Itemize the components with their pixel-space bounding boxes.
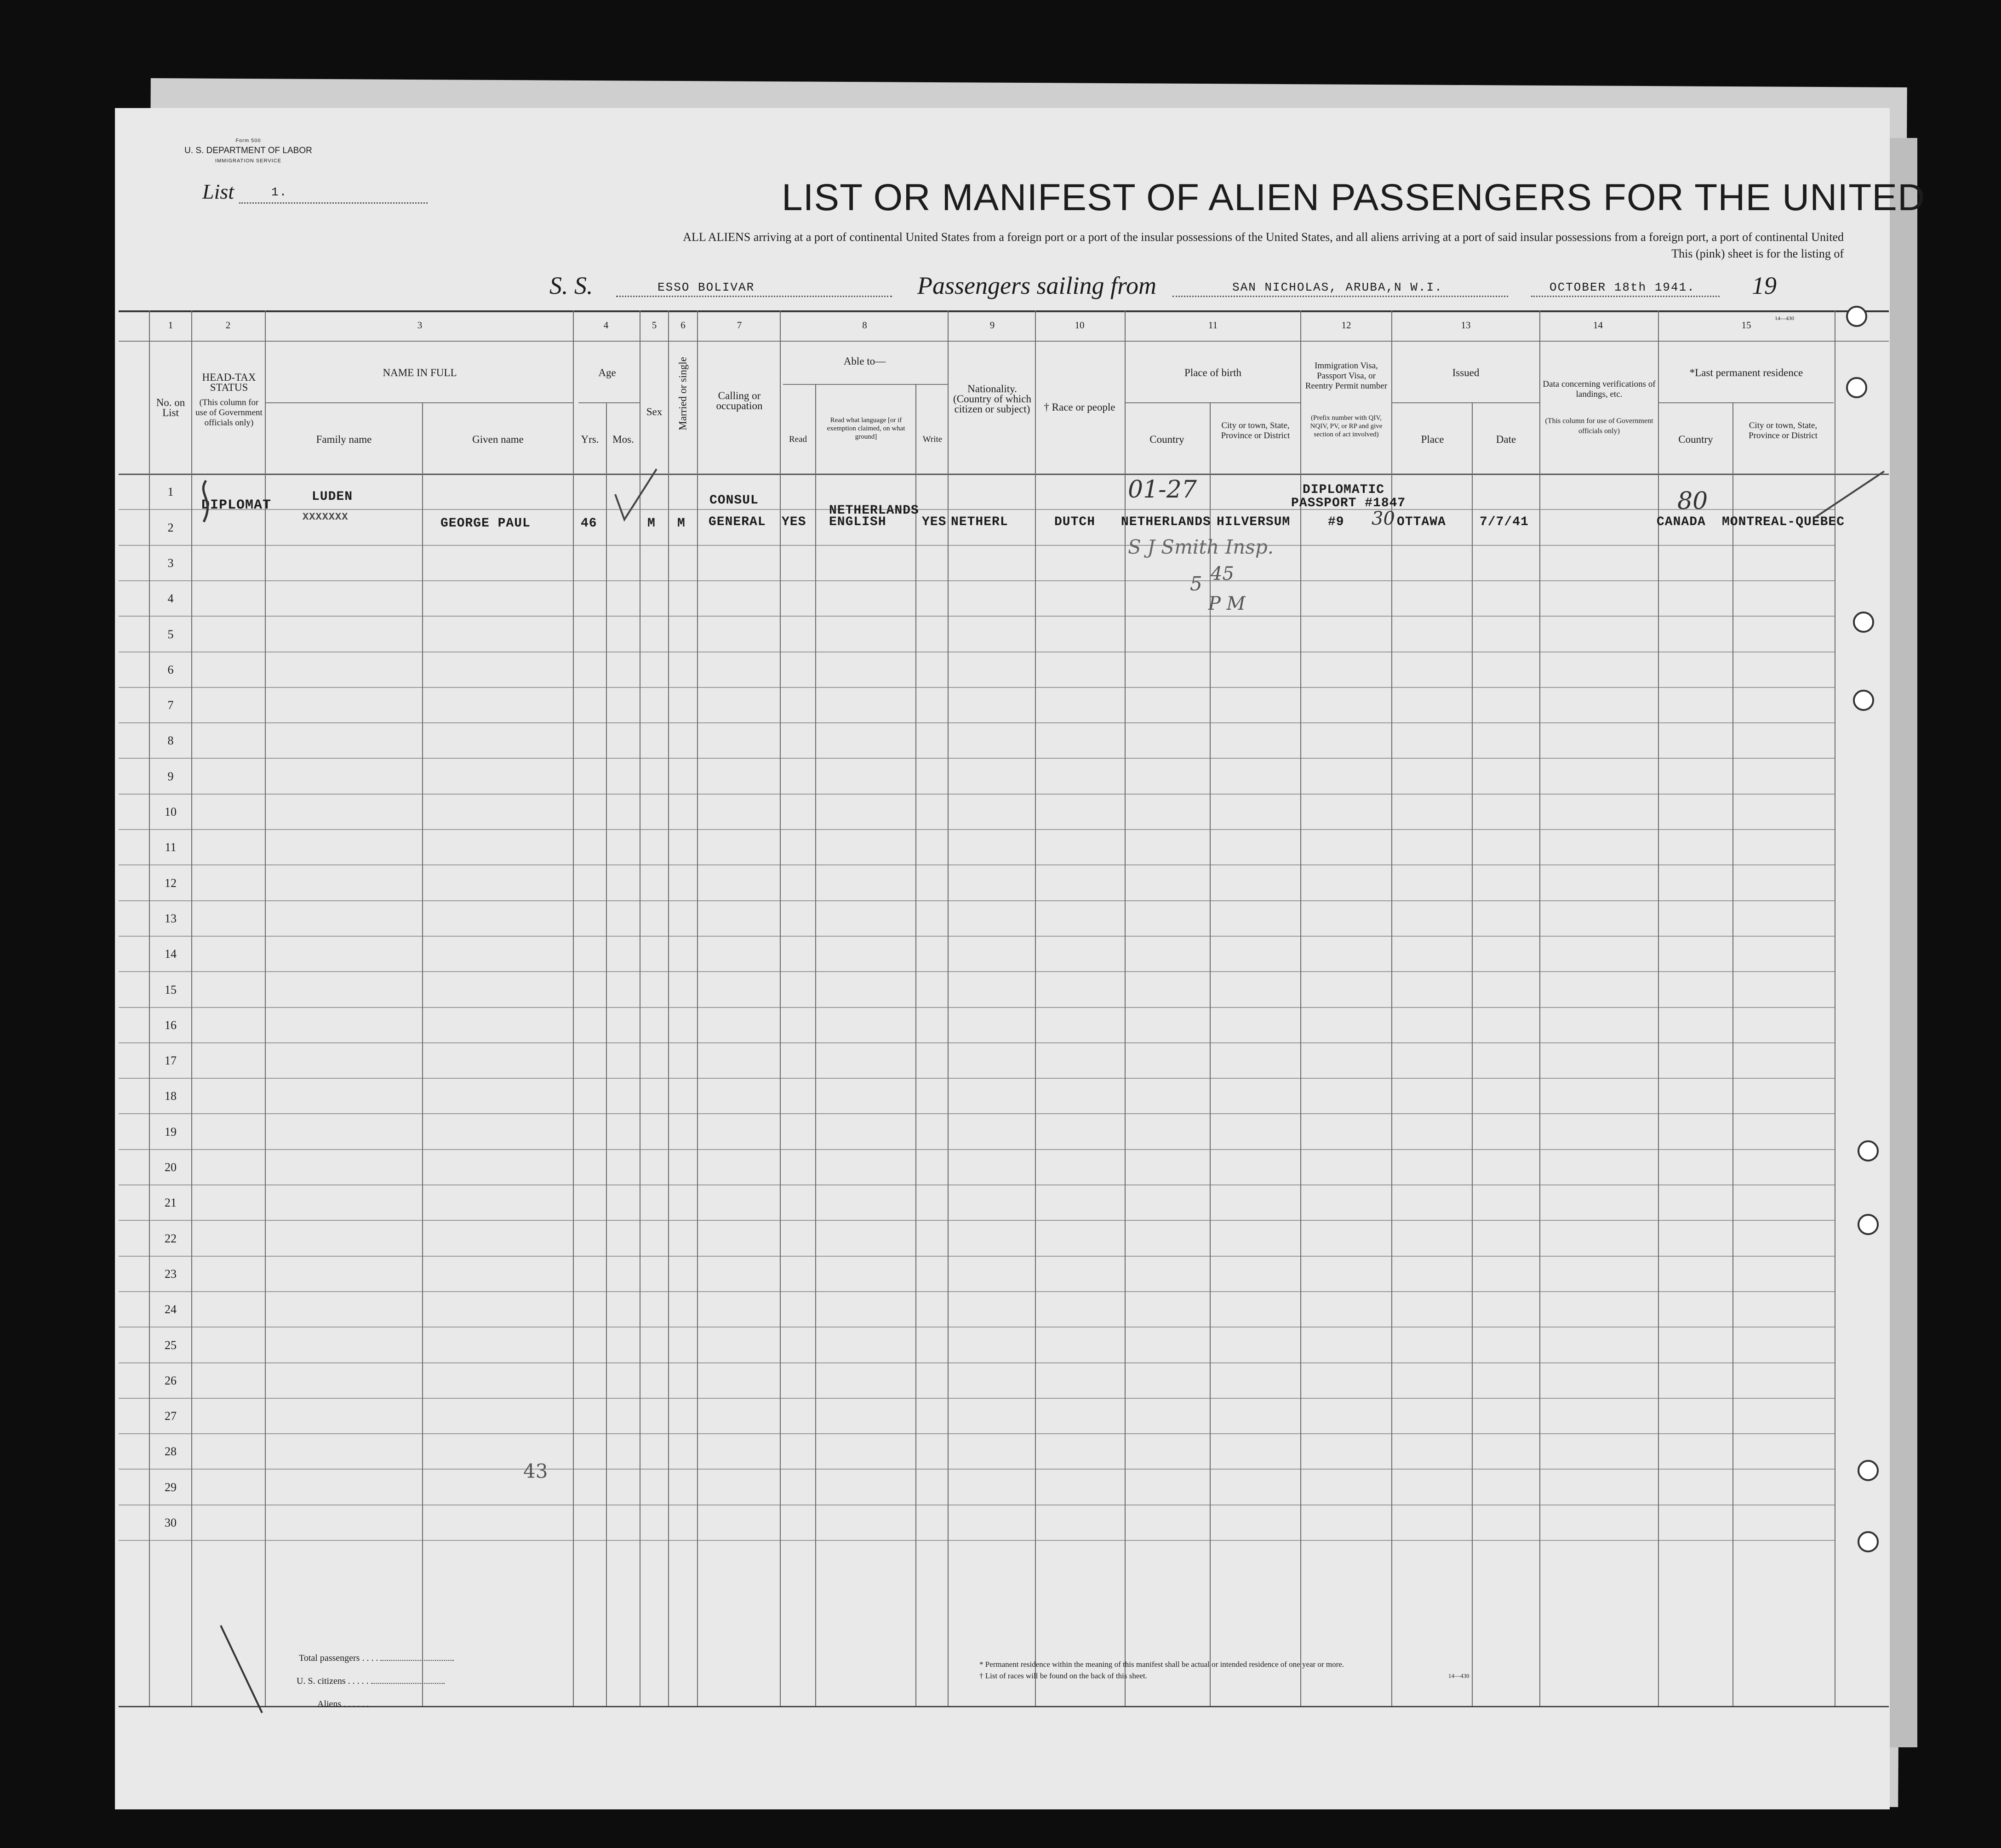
footer-pen-stroke (216, 1621, 271, 1722)
footnote-residence: * Permanent residence within the meaning of this manifest shall be actual or intended residence of one year or more. (979, 1660, 1344, 1669)
hdr-visa-note: (Prefix number with QIV, NQIV, PV, or RP and give section of act involved) (1310, 414, 1383, 438)
row-number: 7 (167, 698, 174, 712)
issued-subline (1392, 402, 1539, 403)
entry-occupation-1: CONSUL (709, 493, 759, 508)
code-top: 14—430 (1775, 315, 1794, 321)
header-bottom-line (119, 474, 1889, 475)
row-number: 28 (165, 1445, 177, 1458)
vline-14 (1539, 310, 1540, 1706)
row-number: 21 (165, 1196, 177, 1209)
hdr-visa: Immigration Visa, Passport Visa, or Reentry Permit number (1305, 361, 1388, 391)
row-number: 1 (167, 485, 174, 498)
year-label: 19 (1752, 272, 1777, 299)
entry-nationality: NETHERL (951, 515, 1008, 529)
row-line (119, 545, 1835, 546)
sailing-underline (1172, 296, 1508, 297)
row-line (119, 1042, 1835, 1043)
footer-total-passengers: Total passengers . . . . (299, 1653, 454, 1664)
hand-note-pm: P M (1208, 593, 1246, 614)
able-subline (783, 384, 949, 385)
colnum-1: 1 (168, 320, 173, 331)
footer-aliens: Aliens . . . . . . (317, 1699, 445, 1710)
hdr-birth-country: Country (1149, 434, 1184, 445)
ss-label: S. S. (549, 272, 593, 299)
hdr-able-to: Able to— (843, 355, 886, 367)
row-number: 11 (165, 841, 177, 854)
vline-read-split (815, 384, 816, 1706)
colnum-5: 5 (652, 320, 657, 331)
subtitle-line-2: This (pink) sheet is for the listing of (1671, 247, 1844, 260)
subtitle-line-1: ALL ALIENS arriving at a port of continental United States from a foreign port or a port of the insular possessions of the United States, and all aliens arriving at a port of said insular possessions from a foreign port, a port of continental United (683, 230, 1844, 244)
punch-hole (1853, 690, 1874, 711)
aliens-blank (371, 1706, 445, 1707)
row-line (119, 1540, 1835, 1541)
hdr-given-name: Given name (472, 434, 524, 445)
row-number: 29 (165, 1481, 177, 1494)
citizens-label: U. S. citizens (297, 1676, 346, 1686)
list-value: 1. (271, 185, 288, 199)
form-number: Form 500 (235, 138, 261, 143)
hdr-no-on-list: No. on List (156, 397, 185, 418)
entry-issued-place: OTTAWA (1397, 515, 1446, 529)
row-line (119, 1433, 1835, 1434)
hand-note-30: 30 (1372, 508, 1395, 529)
row-line (119, 829, 1835, 830)
row-line (119, 794, 1835, 795)
colnum-14: 14 (1593, 320, 1603, 331)
service-label: IMMIGRATION SERVICE (215, 158, 281, 164)
row-line (119, 971, 1835, 972)
row-number: 10 (165, 805, 177, 818)
colnum-7: 7 (737, 320, 742, 331)
colnum-12: 12 (1341, 320, 1351, 331)
row-number: 14 (165, 947, 177, 961)
entry-language-2: ENGLISH (829, 515, 886, 529)
form-header (184, 136, 313, 166)
row-number: 20 (165, 1161, 177, 1174)
list-label: List (202, 180, 234, 203)
vline-age-split (606, 402, 607, 1706)
sailing-label: Passengers sailing from (917, 272, 1157, 299)
punch-hole (1858, 1140, 1879, 1161)
hdr-read-lang: Read what language [or if exemption claimed, on what ground] (827, 417, 905, 441)
entry-race: DUTCH (1054, 515, 1096, 529)
row-line (119, 1149, 1835, 1150)
hdr-calling: Calling or occupation (716, 390, 763, 412)
row-number: 16 (165, 1018, 177, 1032)
colnum-2: 2 (225, 320, 231, 331)
footnote-races: † List of races will be found on the back of this sheet. (979, 1671, 1147, 1680)
row-line (119, 1469, 1835, 1470)
row-number: 18 (165, 1089, 177, 1103)
birth-subline (1126, 402, 1300, 403)
row-number: 24 (165, 1303, 177, 1316)
hdr-family-name: Family name (316, 434, 372, 445)
hdr-name-in-full: NAME IN FULL (383, 367, 457, 378)
age-subline (578, 402, 640, 403)
hand-note-80: 80 (1677, 487, 1708, 515)
colnum-9: 9 (989, 320, 995, 331)
colnum-15: 15 (1741, 320, 1751, 331)
hdr-birth-city: City or town, State, Province or District (1221, 421, 1290, 441)
entry-visa-2: PASSPORT #1847 (1291, 496, 1406, 510)
punch-hole (1858, 1214, 1879, 1235)
row-number: 6 (167, 663, 174, 676)
row-line (119, 1291, 1835, 1292)
row-number: 9 (167, 770, 174, 783)
entry-res-city: MONTREAL-QUEBEC (1722, 515, 1845, 529)
punch-hole (1853, 612, 1874, 633)
hdr-sex: Sex (646, 406, 663, 418)
row-line (119, 900, 1835, 901)
colnum-8: 8 (862, 320, 867, 331)
row-line (119, 758, 1835, 759)
row-number: 13 (165, 912, 177, 925)
hdr-age: Age (598, 367, 616, 378)
total-blank (380, 1660, 454, 1661)
hand-note-5: 5 (1190, 572, 1202, 595)
colnum-row-line (119, 341, 1889, 342)
entry-write: YES (922, 515, 947, 529)
hdr-write: Write (922, 435, 943, 444)
entry-age-yrs: 46 (581, 516, 597, 531)
punch-hole (1858, 1460, 1879, 1481)
hdr-issued-place: Place (1421, 434, 1444, 445)
entry-head-tax: DIPLOMAT (201, 498, 272, 513)
colnum-4: 4 (603, 320, 609, 331)
colnum-13: 13 (1461, 320, 1471, 331)
entry-occupation-2: GENERAL (709, 515, 766, 529)
vline-name-split (422, 402, 423, 1706)
colnum-10: 10 (1075, 320, 1085, 331)
res-subline (1659, 402, 1834, 403)
footer-us-citizens: U. S. citizens . . . . . (297, 1676, 445, 1687)
hand-note-45: 45 (1211, 563, 1234, 584)
row-line (119, 687, 1835, 688)
row-number: 22 (165, 1232, 177, 1245)
row-number: 23 (165, 1267, 177, 1281)
vline-7 (697, 310, 698, 1706)
hand-slash-mark (1811, 467, 1889, 522)
hand-check-mark (606, 467, 661, 526)
hdr-mos: Mos. (612, 434, 634, 445)
row-number: 5 (167, 628, 174, 641)
row-line (119, 1184, 1835, 1185)
hdr-issued: Issued (1452, 367, 1480, 378)
colnum-3: 3 (417, 320, 423, 331)
hdr-yrs: Yrs. (581, 434, 599, 445)
ship-name: ESSO BOLIVAR (657, 280, 755, 294)
entry-visa-3: #9 (1328, 515, 1344, 529)
hdr-verif: Data concerning verifications of landings, etc. (1543, 379, 1656, 399)
hdr-nationality: Nationality. (Country of which citizen or subject) (953, 383, 1031, 415)
vline-10 (1035, 310, 1036, 1706)
entry-visa-1: DIPLOMATIC (1303, 483, 1385, 497)
row-line (119, 1007, 1835, 1008)
row-number: 25 (165, 1339, 177, 1352)
row-line (119, 1113, 1835, 1114)
entry-given-name: GEORGE PAUL (440, 516, 531, 531)
row-line (119, 509, 1835, 510)
citizens-blank (371, 1683, 445, 1684)
hdr-race: † Race or people (1044, 401, 1115, 413)
date-underline (1531, 296, 1720, 297)
list-underline (239, 202, 428, 204)
row-number: 19 (165, 1125, 177, 1139)
row-number: 4 (167, 592, 174, 605)
colnum-6: 6 (680, 320, 686, 331)
manifest-title: LIST OR MANIFEST OF ALIEN PASSENGERS FOR THE UNITED (782, 177, 1926, 218)
department-label: U. S. DEPARTMENT OF LABOR (184, 146, 312, 155)
row-line (119, 864, 1835, 865)
entry-read: YES (782, 515, 806, 529)
hdr-res-city: City or town, State, Province or District (1749, 421, 1818, 441)
row-line (119, 580, 1835, 581)
stamped-number: 43 (523, 1460, 548, 1482)
hdr-place-of-birth: Place of birth (1184, 367, 1241, 378)
punch-hole (1858, 1531, 1879, 1552)
hand-inspector-signature: S J Smith Insp. (1128, 536, 1274, 558)
entry-issued-date: 7/7/41 (1480, 515, 1529, 529)
entry-res-country: CANADA (1657, 515, 1706, 529)
vline-3 (265, 310, 266, 1706)
hdr-verif-note: (This column for use of Government officials only) (1545, 417, 1653, 435)
footer-code: 14—430 (1448, 1672, 1469, 1679)
row-number: 12 (165, 876, 177, 890)
hdr-issued-date: Date (1496, 434, 1516, 445)
name-subline (266, 402, 574, 403)
table-top-border (119, 310, 1889, 312)
row-line (119, 722, 1835, 723)
entry-language-1: NETHERLANDS (829, 503, 919, 518)
entry-struck-text: XXXXXXX (303, 511, 349, 523)
vline-12 (1300, 310, 1301, 1706)
row-number: 27 (165, 1409, 177, 1423)
colnum-11: 11 (1208, 320, 1218, 331)
total-label: Total passengers (299, 1653, 360, 1663)
row-number: 15 (165, 983, 177, 996)
vline-1 (149, 310, 150, 1706)
row-number: 26 (165, 1374, 177, 1387)
vline-res-split (1732, 402, 1733, 1706)
manifest-page (115, 108, 1926, 1809)
sailing-date: OCTOBER 18th 1941. (1549, 280, 1695, 294)
ship-underline (616, 296, 892, 297)
row-line (119, 616, 1835, 617)
row-line (119, 1078, 1835, 1079)
entry-birth-city: HILVERSUM (1217, 515, 1291, 529)
vline-9 (948, 310, 949, 1706)
sailing-from: SAN NICHOLAS, ARUBA,N W.I. (1232, 280, 1443, 294)
row-number: 2 (167, 521, 174, 534)
vline-6 (668, 310, 669, 1706)
vline-write-split (915, 384, 916, 1706)
row-line (119, 1398, 1835, 1399)
row-number: 8 (167, 734, 174, 747)
hand-initials-mark (192, 476, 224, 526)
hdr-head-tax: HEAD-TAX STATUS (202, 372, 256, 393)
entry-married: M (677, 516, 686, 531)
entry-birth-country: NETHERLANDS (1121, 515, 1211, 529)
entry-family-name: LUDEN (312, 490, 353, 504)
row-number: 17 (165, 1054, 177, 1067)
row-line (119, 1220, 1835, 1221)
hdr-head-tax-note: (This column for use of Government officials only) (195, 398, 263, 428)
aliens-label: Aliens (317, 1699, 342, 1709)
hdr-res-country: Country (1678, 434, 1713, 445)
row-line (119, 936, 1835, 937)
punch-hole (1846, 377, 1867, 398)
manifest-subtitle (683, 229, 1844, 262)
punch-hole (1846, 306, 1867, 327)
vline-4 (573, 310, 574, 1706)
hand-note-01-27: 01-27 (1128, 476, 1197, 503)
row-number: 3 (167, 556, 174, 570)
hdr-married: Married or single (677, 357, 689, 430)
vline-issued-split (1472, 402, 1473, 1706)
hdr-read: Read (789, 435, 807, 444)
row-line (119, 1362, 1835, 1363)
row-number: 30 (165, 1516, 177, 1529)
manifest-table (119, 310, 1889, 1713)
row-line (119, 1256, 1835, 1257)
vline-8 (780, 310, 781, 1706)
hdr-last-residence: *Last permanent residence (1689, 367, 1803, 378)
entry-sex: M (647, 516, 656, 531)
